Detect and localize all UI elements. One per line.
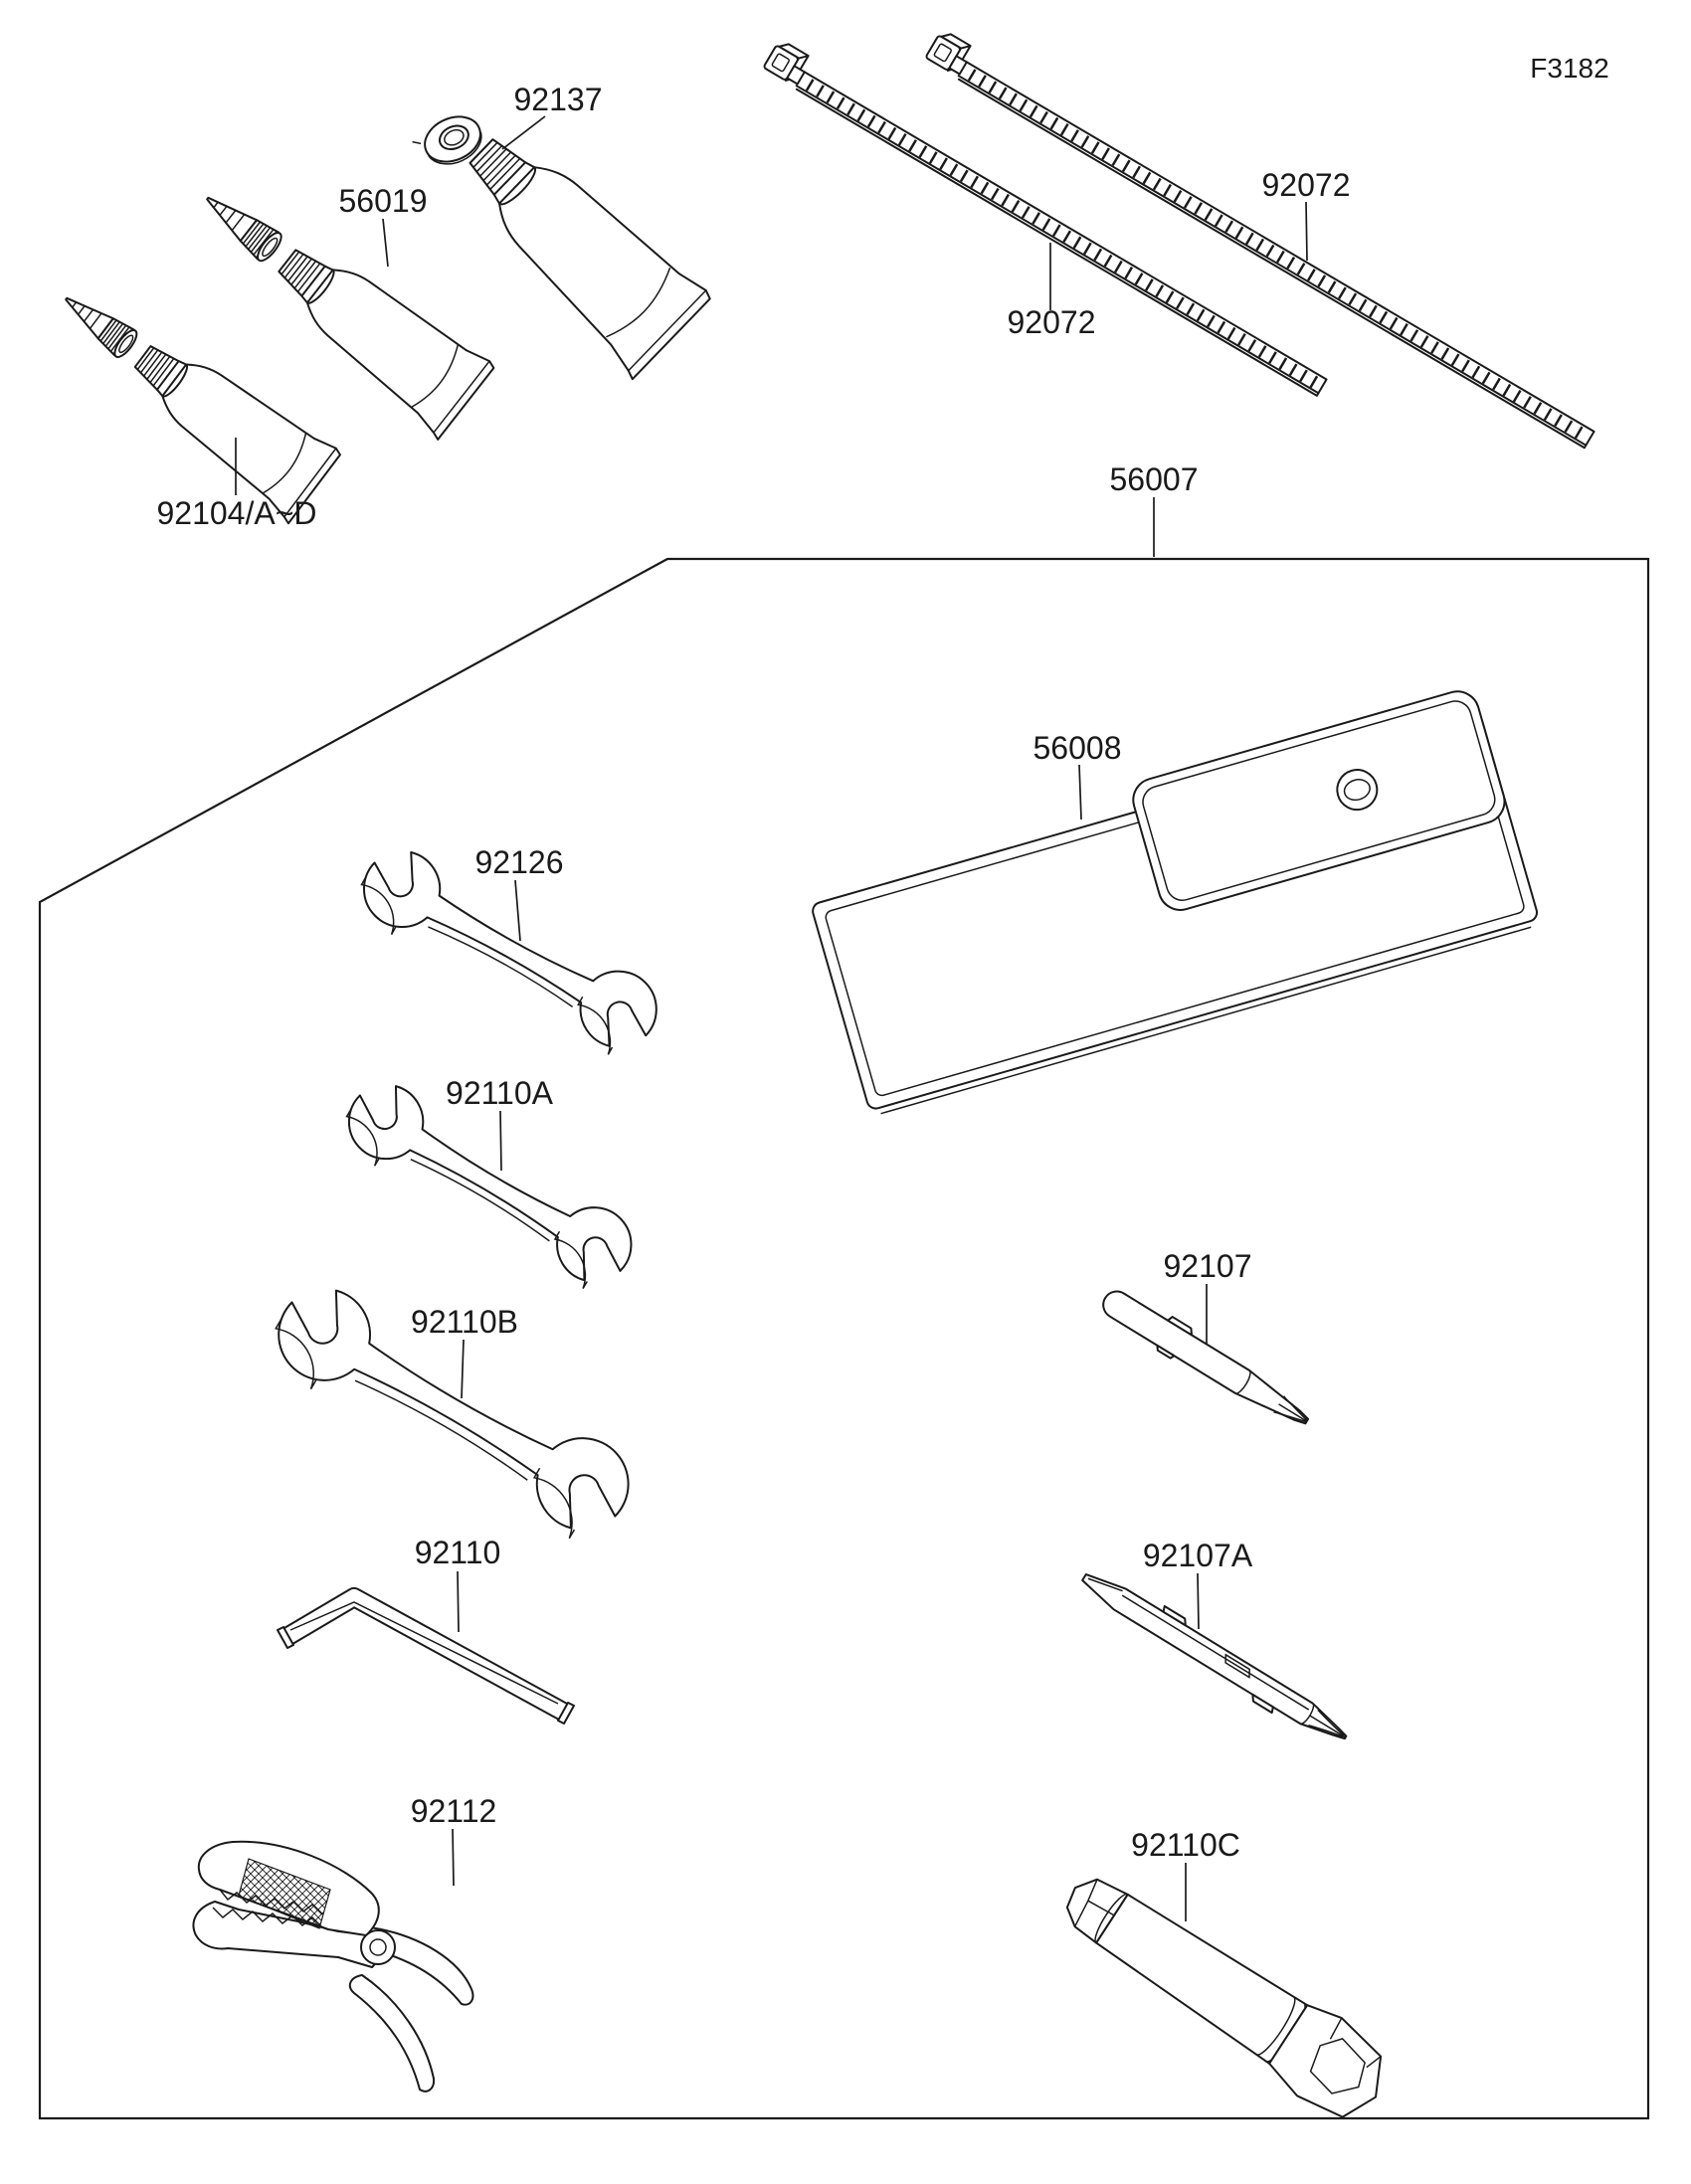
screwdriver-blade-drawing: [1075, 1562, 1355, 1752]
part-label-92110b: 92110B: [411, 1304, 518, 1340]
part-label-92107: 92107: [1163, 1248, 1252, 1284]
cable-tie-left-drawing: [762, 39, 1334, 396]
pliers-pivot: [361, 1930, 395, 1964]
pliers-drawing: [193, 1842, 472, 2092]
leader-92126: [515, 880, 520, 941]
part-label-56007: 56007: [1109, 461, 1199, 497]
leader-92110a: [500, 1111, 501, 1171]
part-label-92072-right: 92072: [1261, 167, 1351, 203]
leader-92137: [502, 116, 545, 149]
part-label-92126: 92126: [474, 844, 564, 880]
plug-wrench-drawing: [1046, 1858, 1403, 2132]
part-label-92110: 92110: [414, 1535, 501, 1570]
blade-body: [1078, 1567, 1352, 1747]
part-label-92112: 92112: [410, 1793, 497, 1829]
part-label-92107a: 92107A: [1142, 1538, 1253, 1573]
figure-code: F3182: [1530, 53, 1609, 84]
socket-body: [1092, 1891, 1307, 2064]
leader-92110b: [462, 1340, 464, 1398]
part-label-56019: 56019: [338, 183, 428, 219]
tie-strap-rails: [795, 72, 1326, 395]
part-label-92072-left: 92072: [1007, 304, 1096, 340]
hex-key-bar-core: [288, 1597, 563, 1712]
tool-bag-drawing: [803, 686, 1541, 1116]
leader-56008: [1079, 765, 1081, 819]
leader-92072-right: [1306, 202, 1307, 261]
part-label-56008: 56008: [1033, 730, 1122, 766]
tie-strap-rails: [957, 62, 1594, 448]
leader-92107a: [1198, 1573, 1199, 1629]
cable-tie-right-drawing: [924, 29, 1601, 448]
part-label-92110c: 92110C: [1131, 1827, 1240, 1863]
part-label-92104: 92104/A~D: [156, 495, 317, 531]
tie-strap-teeth: [971, 75, 1584, 436]
part-label-92137: 92137: [513, 82, 603, 117]
tube-92137-drawing: [410, 108, 712, 379]
pliers-handle-lower: [350, 1975, 434, 2092]
leader-92112: [453, 1829, 454, 1886]
part-label-92110a: 92110A: [446, 1075, 553, 1111]
leader-56019: [383, 219, 388, 267]
hex-key-drawing: [278, 1597, 574, 1724]
leader-92110: [458, 1571, 459, 1632]
tube-92104-drawing: [39, 265, 341, 523]
